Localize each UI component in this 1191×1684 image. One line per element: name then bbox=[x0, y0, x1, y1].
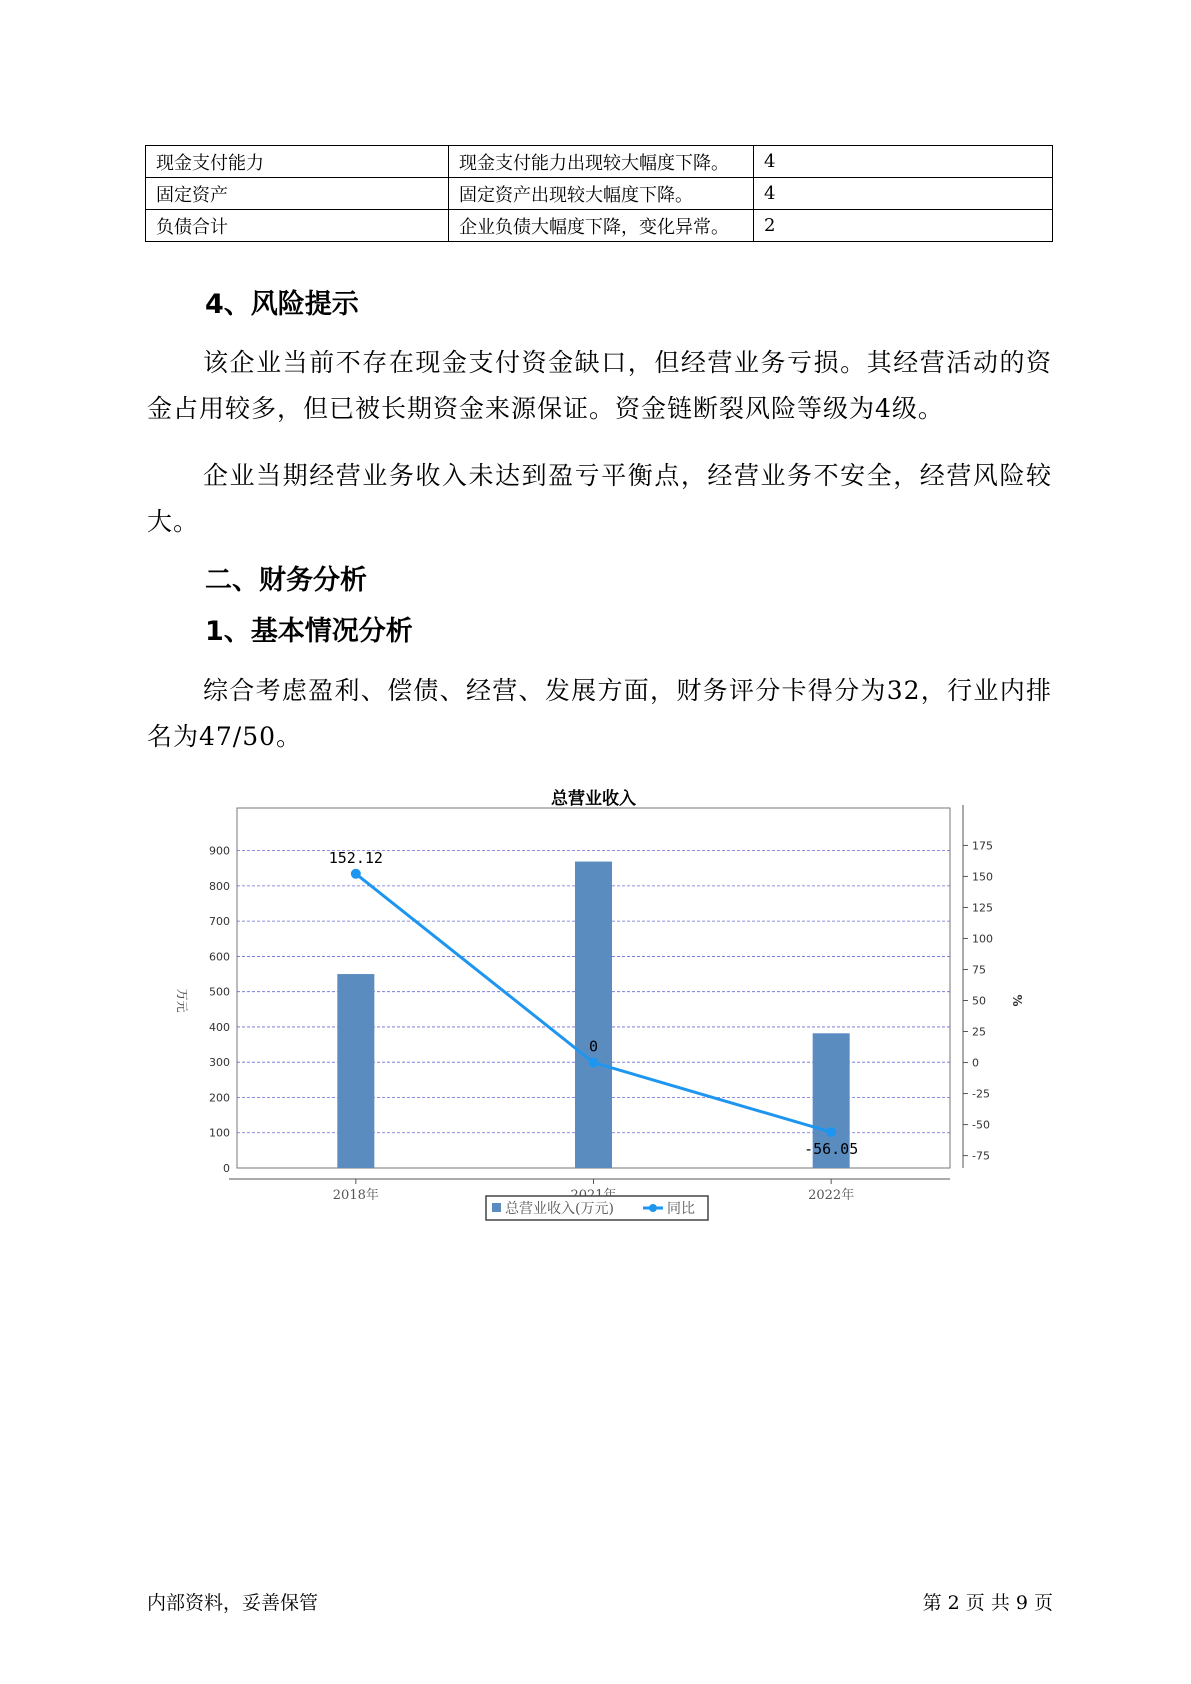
table-cell-desc: 企业负债大幅度下降，变化异常。 bbox=[449, 210, 754, 242]
line-point bbox=[351, 869, 361, 879]
table-cell-item: 现金支付能力 bbox=[146, 146, 449, 178]
data-label: -56.05 bbox=[804, 1140, 859, 1159]
y-tick-label: 400 bbox=[209, 1020, 230, 1034]
footer-confidential: 内部资料，妥善保管 bbox=[147, 1592, 319, 1614]
table-row bbox=[146, 146, 1053, 178]
y-axis-label: 万元 bbox=[175, 988, 189, 1013]
legend-label-bar: 总营业收入(万元) bbox=[505, 1201, 614, 1217]
table-cell-desc: 现金支付能力出现较大幅度下降。 bbox=[449, 146, 754, 178]
section-heading-finance: 二、财务分析 bbox=[205, 565, 367, 596]
table-row bbox=[146, 210, 1053, 242]
y2-tick-label: 175 bbox=[972, 839, 993, 853]
y2-axis-label: % bbox=[1010, 994, 1024, 1007]
revenue-chart bbox=[170, 780, 1030, 1240]
y2-tick-label: -75 bbox=[972, 1149, 990, 1163]
data-label: 152.12 bbox=[328, 848, 383, 867]
x-tick-label: 2022年 bbox=[808, 1188, 855, 1203]
table-cell-level: 4 bbox=[754, 178, 1053, 210]
section-heading-basic: 1、基本情况分析 bbox=[205, 616, 413, 647]
y-tick-label: 600 bbox=[209, 950, 230, 964]
paragraph-basic-1: 综合考虑盈利、偿债、经营、发展方面，财务评分卡得分为32，行业内排名为47/50。 bbox=[147, 676, 1052, 751]
y2-tick-label: 100 bbox=[972, 932, 993, 946]
y-tick-label: 900 bbox=[209, 844, 230, 858]
y2-tick-label: -25 bbox=[972, 1087, 990, 1101]
legend-swatch-point bbox=[649, 1204, 657, 1212]
chart-title: 总营业收入 bbox=[551, 789, 636, 809]
y2-tick-label: -50 bbox=[972, 1118, 990, 1132]
section-heading-risk: 4、风险提示 bbox=[205, 289, 359, 320]
paragraph-risk-2: 企业当期经营业务收入未达到盈亏平衡点，经营业务不安全，经营风险较大。 bbox=[147, 461, 1052, 536]
table-cell-level: 2 bbox=[754, 210, 1053, 242]
y-tick-label: 0 bbox=[223, 1162, 230, 1175]
line-point bbox=[589, 1058, 599, 1068]
legend-label-line: 同比 bbox=[667, 1201, 695, 1217]
y-tick-label: 100 bbox=[209, 1126, 230, 1140]
table-cell-desc: 固定资产出现较大幅度下降。 bbox=[449, 178, 754, 210]
legend-swatch-bar bbox=[492, 1203, 501, 1212]
x-tick-label: 2018年 bbox=[332, 1188, 379, 1203]
y-tick-label: 800 bbox=[209, 879, 230, 893]
data-label: 0 bbox=[588, 1037, 599, 1056]
line-point bbox=[826, 1127, 836, 1137]
y-tick-label: 200 bbox=[209, 1091, 230, 1105]
y2-tick-label: 25 bbox=[972, 1025, 986, 1039]
y-tick-label: 300 bbox=[209, 1056, 230, 1070]
y2-tick-label: 75 bbox=[972, 963, 986, 977]
bar bbox=[575, 862, 612, 1168]
paragraph-risk-1: 该企业当前不存在现金支付资金缺口，但经营业务亏损。其经营活动的资金占用较多，但已被长期资金来源保证。资金链断裂风险等级为4级。 bbox=[147, 348, 1052, 423]
risk-table bbox=[145, 145, 1053, 242]
y-tick-label: 700 bbox=[209, 915, 230, 929]
table-cell-item: 固定资产 bbox=[146, 178, 449, 210]
y2-tick-label: 125 bbox=[972, 901, 993, 915]
y2-tick-label: 0 bbox=[972, 1056, 979, 1070]
y-tick-label: 500 bbox=[209, 985, 230, 999]
y2-tick-label: 50 bbox=[972, 994, 986, 1008]
table-cell-level: 4 bbox=[754, 146, 1053, 178]
y2-tick-label: 150 bbox=[972, 870, 993, 884]
bar bbox=[337, 974, 374, 1168]
table-cell-item: 负债合计 bbox=[146, 210, 449, 242]
footer-page-number: 第 2 页 共 9 页 bbox=[922, 1592, 1053, 1614]
table-row bbox=[146, 178, 1053, 210]
